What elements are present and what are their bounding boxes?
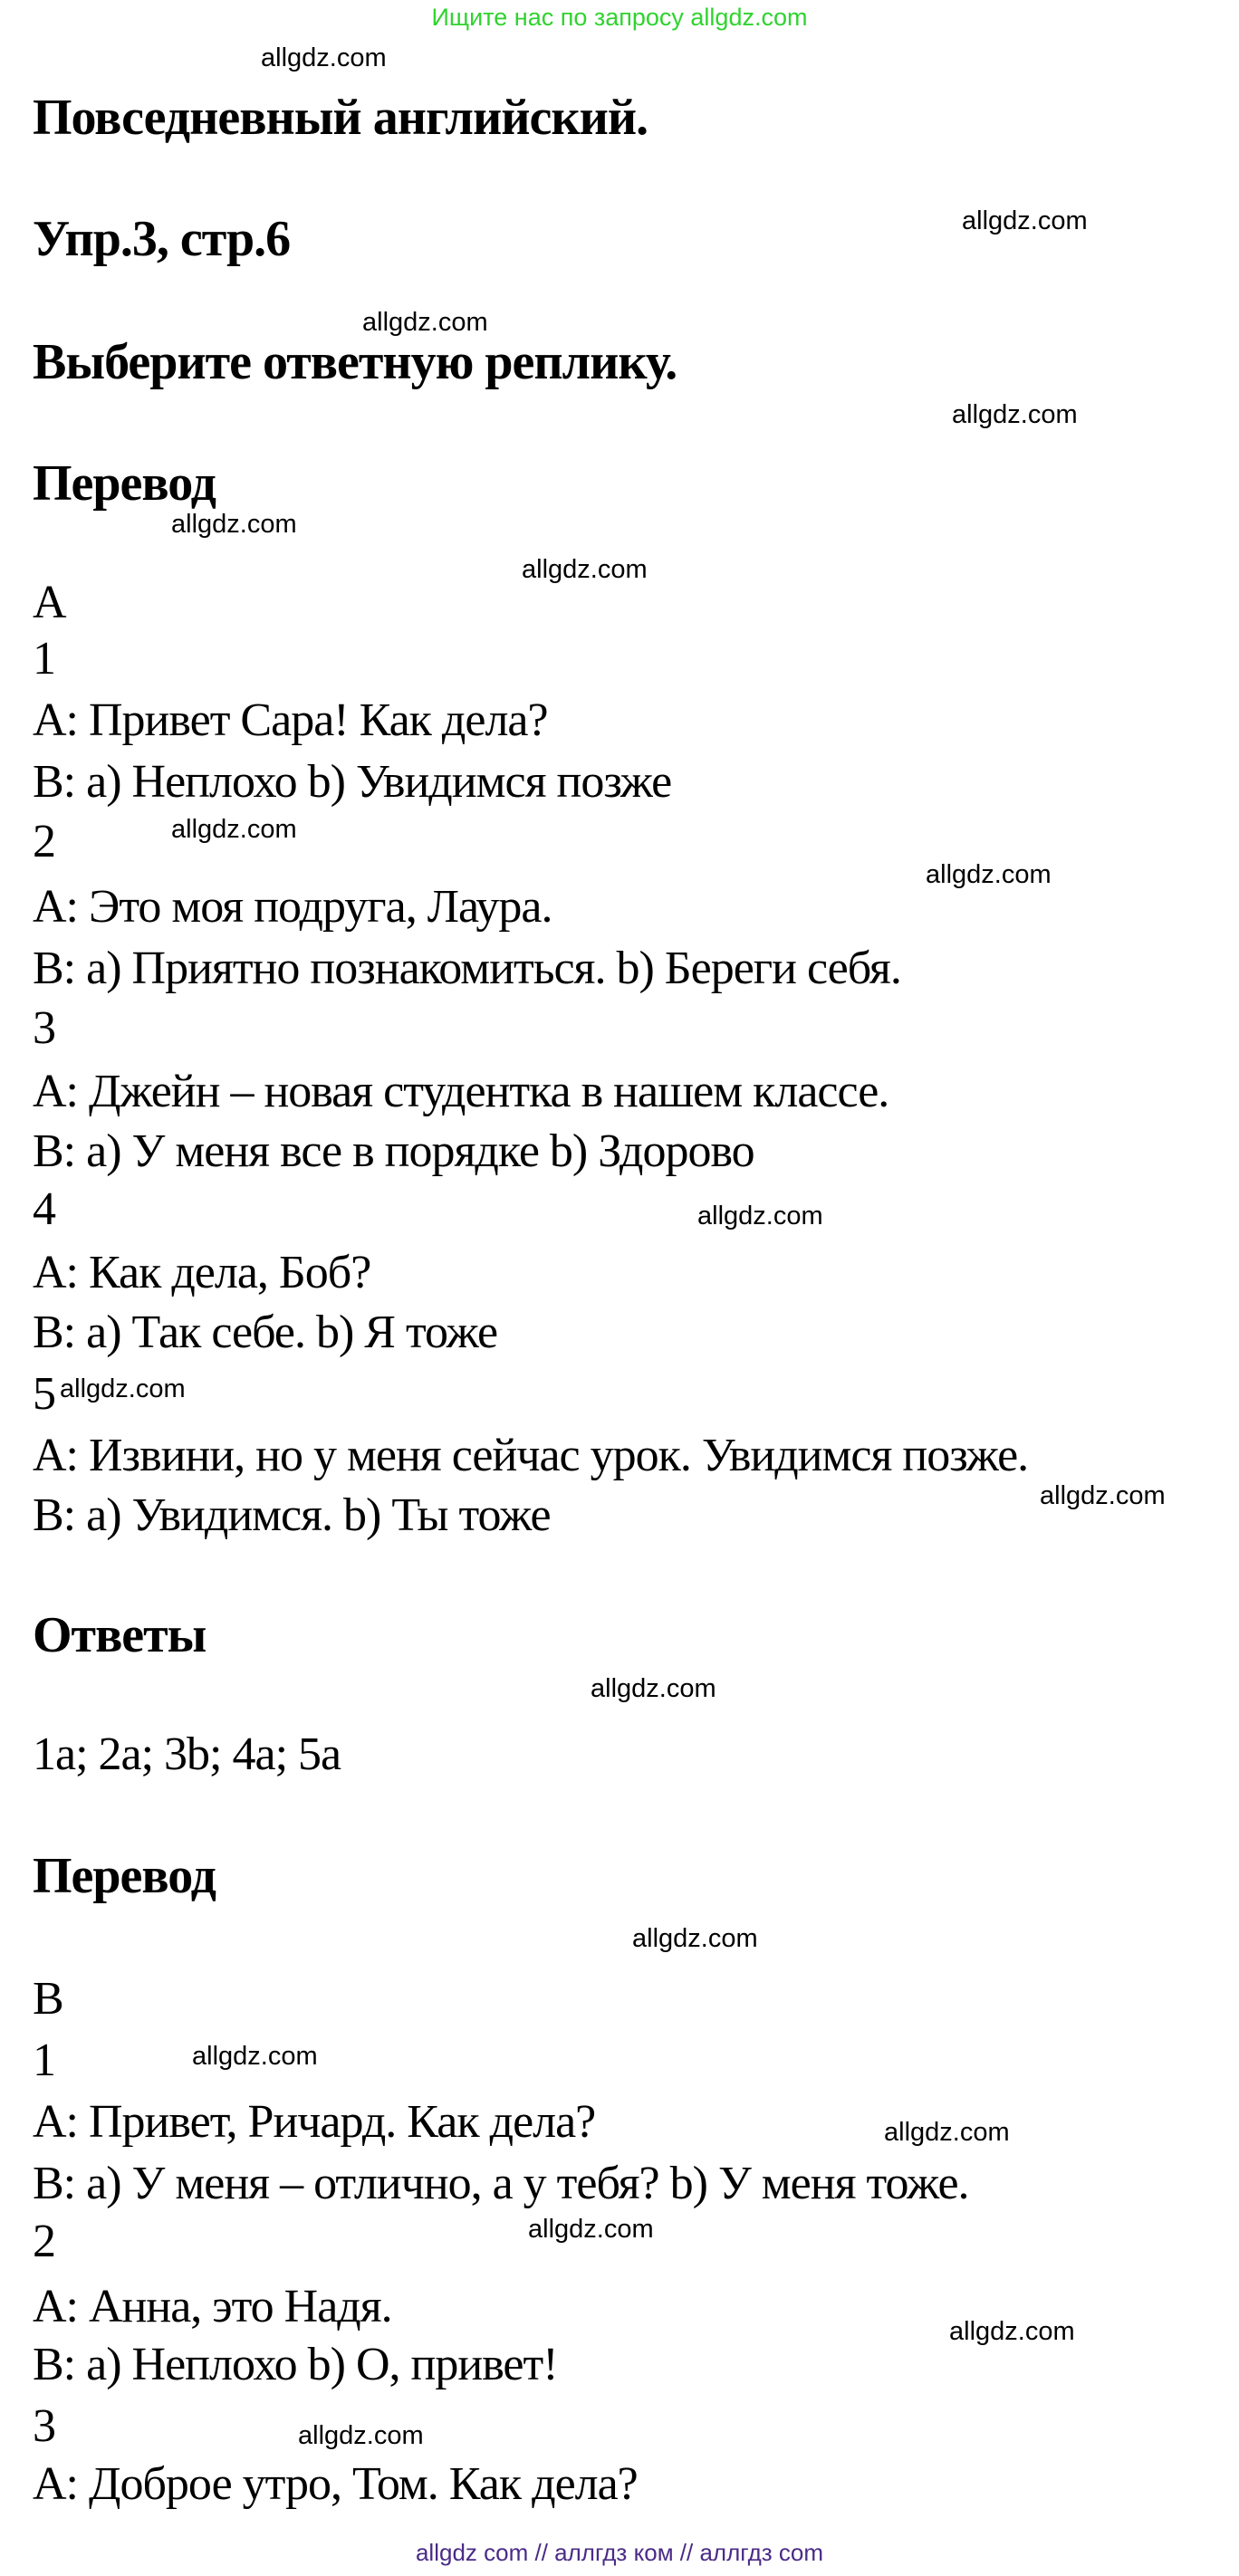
watermark: allgdz.com: [171, 510, 297, 539]
section-a-label: A: [33, 577, 66, 628]
item-number: 3: [33, 2400, 55, 2452]
dialogue-line-a: А: Привет Сара! Как дела?: [33, 694, 548, 746]
dialogue-line-a: А: Это моя подруга, Лаура.: [33, 881, 552, 933]
dialogue-line-a: А: Извини, но у меня сейчас урок. Увидимся позже.: [33, 1430, 1029, 1481]
watermark: allgdz.com: [962, 206, 1088, 235]
item-number: 5: [33, 1368, 55, 1420]
dialogue-line-b: В: а) У меня – отлично, а у тебя? b) У меня тоже.: [33, 2158, 969, 2209]
item-number: 1: [33, 633, 55, 685]
watermark: allgdz.com: [362, 308, 488, 337]
watermark: allgdz.com: [60, 1374, 186, 1403]
dialogue-line-b: В: а) У меня все в порядке b) Здорово: [33, 1125, 754, 1177]
watermark: allgdz.com: [1040, 1481, 1166, 1510]
answers-line: 1a; 2a; 3b; 4a; 5a: [33, 1729, 341, 1780]
dialogue-line-b: В: а) Увидимся. b) Ты тоже: [33, 1489, 551, 1541]
watermark: allgdz.com: [522, 555, 648, 584]
watermark: allgdz.com: [591, 1674, 716, 1703]
task-heading: Выберите ответную реплику.: [33, 334, 677, 390]
watermark: allgdz.com: [632, 1924, 758, 1953]
doc-title: Повседневный английский.: [33, 90, 648, 146]
dialogue-line-a: А: Джейн – новая студентка в нашем классе.: [33, 1066, 889, 1117]
dialogue-line-a: А: Как дела, Боб?: [33, 1247, 371, 1298]
dialogue-line-a: А: Доброе утро, Том. Как дела?: [33, 2458, 638, 2510]
watermark: allgdz.com: [528, 2215, 654, 2244]
answers-heading: Ответы: [33, 1607, 206, 1663]
watermark: allgdz.com: [949, 2317, 1075, 2346]
item-number: 4: [33, 1183, 55, 1235]
watermark: allgdz.com: [171, 815, 297, 844]
item-number: 3: [33, 1002, 55, 1054]
watermark: allgdz.com: [884, 2118, 1010, 2147]
dialogue-line-b: В: а) Неплохо b) О, привет!: [33, 2339, 558, 2390]
item-number: 1: [33, 2035, 55, 2086]
watermark: allgdz.com: [298, 2421, 424, 2450]
watermark: allgdz.com: [697, 1202, 823, 1231]
watermark: allgdz.com: [926, 860, 1052, 889]
dialogue-line-a: А: Анна, это Надя.: [33, 2281, 392, 2332]
page-footer: allgdz com // аллгдз ком // аллгдз com: [415, 2539, 824, 2566]
dialogue-line-b: В: а) Приятно познакомиться. b) Береги себя.: [33, 943, 901, 994]
watermark: allgdz.com: [192, 2042, 318, 2071]
section-b-label: B: [33, 1973, 63, 2025]
site-banner: Ищите нас по запросу allgdz.com: [431, 4, 808, 31]
translation-heading: Перевод: [33, 1848, 216, 1904]
translation-heading: Перевод: [33, 455, 216, 512]
dialogue-line-a: А: Привет, Ричард. Как дела?: [33, 2096, 596, 2148]
item-number: 2: [33, 2216, 55, 2267]
dialogue-line-b: В: а) Так себе. b) Я тоже: [33, 1307, 498, 1358]
item-number: 2: [33, 816, 55, 867]
watermark: allgdz.com: [261, 43, 387, 72]
dialogue-line-b: В: а) Неплохо b) Увидимся позже: [33, 756, 672, 808]
exercise-ref: Упр.3, стр.6: [33, 211, 291, 267]
watermark: allgdz.com: [952, 400, 1078, 429]
